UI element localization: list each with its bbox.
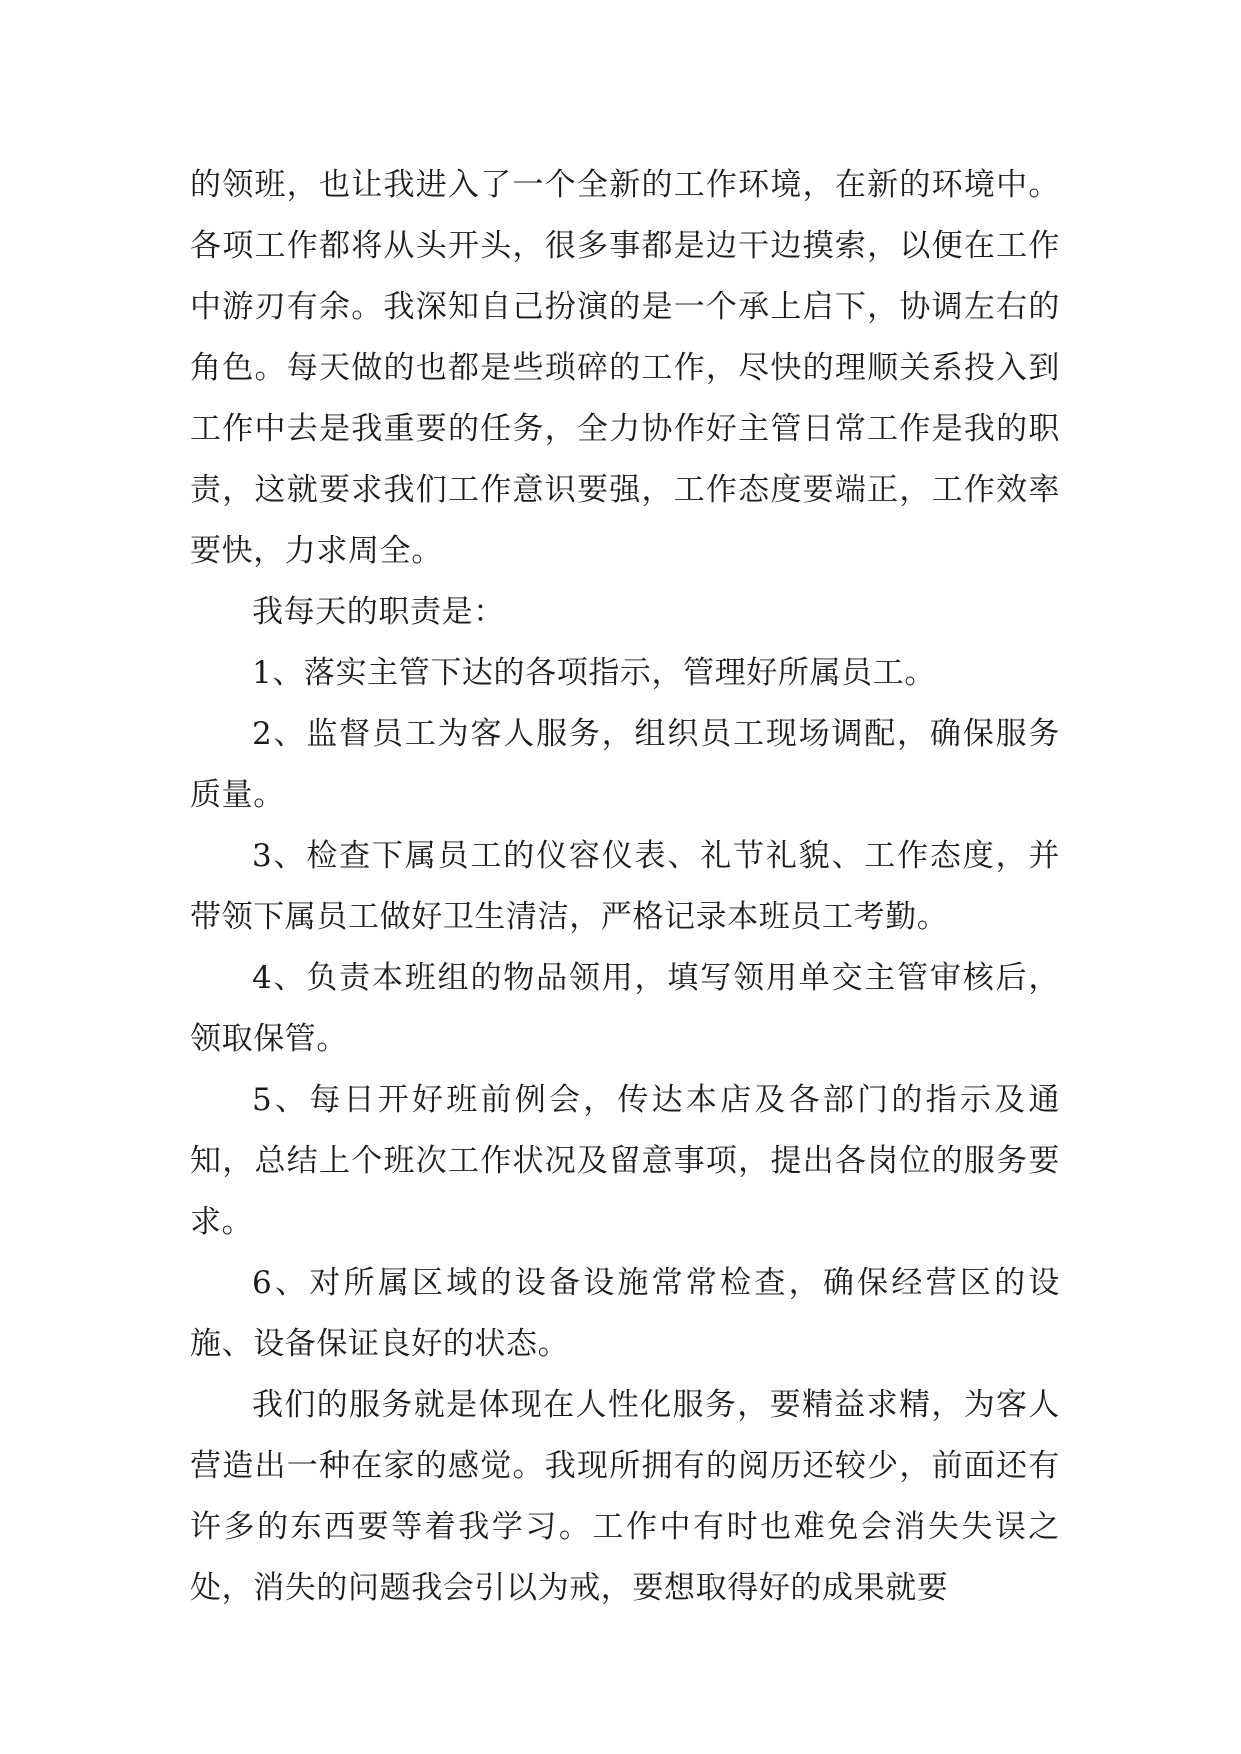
list-item-duty-1: 1、落实主管下达的各项指示，管理好所属员工。 — [252, 655, 936, 691]
list-item-duty-4: 4、负责本班组的物品领用，填写领用单交主管审核后，领取保管。 — [190, 960, 1060, 1057]
list-item-duty-6: 6、对所属区域的设备设施常常检查，确保经营区的设施、设备保证良好的状态。 — [190, 1265, 1060, 1362]
paragraph-service: 我们的服务就是体现在人性化服务，要精益求精，为客人营造出一种在家的感觉。我现所拥有的阅历还较少，前面还有许多的东西要等着我学习。工作中有时也难免会消失失误之处，消失的问题我会引以为戒，要想取得好的成果就要 — [190, 1387, 1060, 1606]
list-item-duty-2: 2、监督员工为客人服务，组织员工现场调配，确保服务质量。 — [190, 716, 1060, 813]
list-item-duty-3: 3、检查下属员工的仪容仪表、礼节礼貌、工作态度，并带领下属员工做好卫生清洁，严格记录本班员工考勤。 — [190, 838, 1060, 935]
paragraph-duties-intro: 我每天的职责是： — [252, 594, 505, 630]
document-body — [190, 155, 1060, 1619]
list-item-duty-5: 5、每日开好班前例会，传达本店及各部门的指示及通知，总结上个班次工作状况及留意事项，提出各岗位的服务要求。 — [190, 1082, 1060, 1240]
paragraph-continuation: 的领班，也让我进入了一个全新的工作环境，在新的环境中。各项工作都将从头开头，很多事都是边干边摸索，以便在工作中游刃有余。我深知自己扮演的是一个承上启下，协调左右的角色。每天做的也都是些琐碎的工作，尽快的理顺关系投入到工作中去是我重要的任务，全力协作好主管日常工作是我的职责，这就要求我们工作意识要强，工作态度要端正，工作效率要快，力求周全。 — [190, 167, 1060, 569]
